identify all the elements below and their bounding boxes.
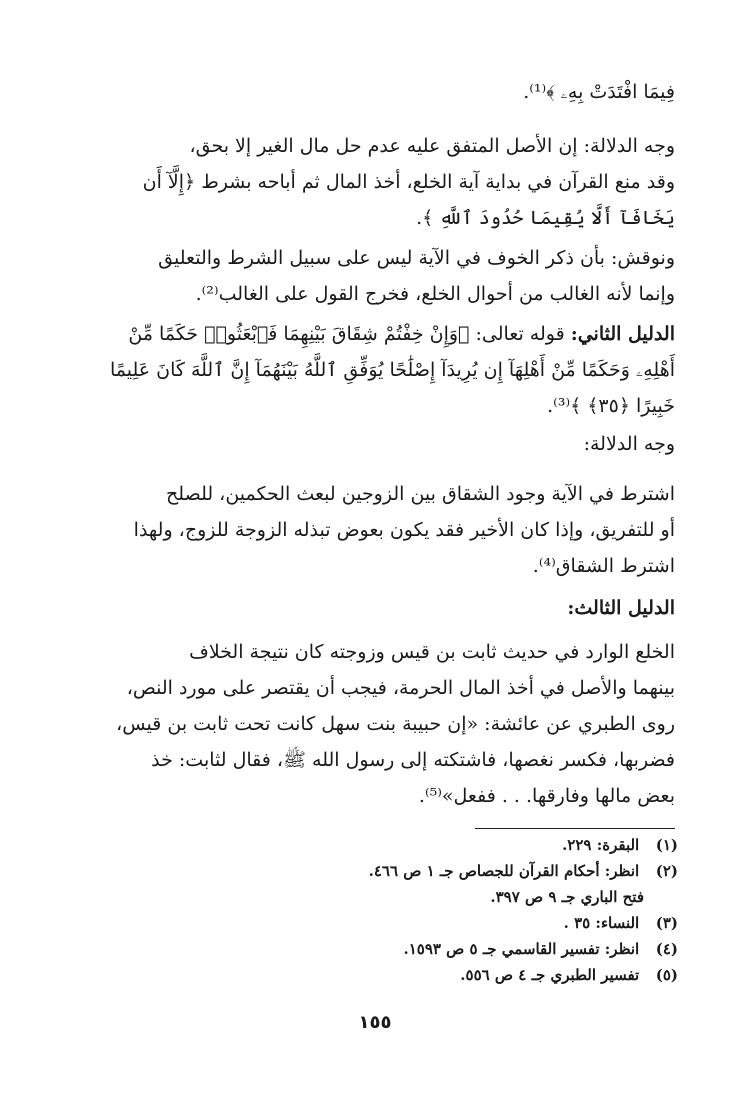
paragraph-line: اشترط الشقاق⁽⁴⁾. bbox=[532, 555, 675, 577]
footnote-separator bbox=[475, 828, 675, 829]
footnote-text: النساء: ٣٥ . bbox=[563, 914, 640, 932]
evidence-explanation-paragraph bbox=[73, 128, 675, 236]
second-evidence-heading: الدليل الثاني: bbox=[570, 323, 675, 345]
footnote-text: فتح الباري جـ ٩ ص ٣٩٧. bbox=[490, 888, 644, 906]
third-evidence-paragraph bbox=[73, 634, 675, 814]
paragraph-line: بعض مالها وفارقها. . . ففعل»⁽⁵⁾. bbox=[418, 785, 675, 807]
footnote-text: انظر: تفسير القاسمي جـ ٥ ص ١٥٩٣. bbox=[403, 940, 640, 958]
verse-ending-line: فِيمَا افْتَدَتْ بِهِۦ ﴾⁽¹⁾. bbox=[523, 81, 675, 103]
page-number: ١٥٥ bbox=[358, 1012, 392, 1033]
verse-ending-paragraph bbox=[73, 74, 675, 110]
paragraph-line: أَهْلِهِۦ وَحَكَمًا مِّنْ أَهْلِهَآ إِن يُرِيدَآ إِصْلَٰحًا يُوَفِّقِ ٱللَّهُ بَيْنَهُمَآ إِنَّ ٱللَّهَ كَانَ عَلِيمًا bbox=[109, 359, 675, 381]
footnote-number: (٣) bbox=[655, 914, 678, 932]
footnote-number: (٢) bbox=[655, 862, 678, 880]
footnote-number: (١) bbox=[655, 836, 678, 854]
third-evidence-heading-block bbox=[73, 590, 675, 626]
footnote-text: البقرة: ٢٢٩. bbox=[562, 836, 640, 854]
footnote-text: تفسير الطبري جـ ٤ ص ٥٥٦. bbox=[460, 966, 640, 984]
footnote-item bbox=[73, 832, 678, 858]
paragraph-line: اشترط في الآية وجود الشقاق بين الزوجين لبعث الحكمين، للصلح bbox=[166, 483, 675, 505]
paragraph-line: أو للتفريق، وإذا كان الأخير فقد يكون بعوض تبذله الزوجة للزوج، ولهذا bbox=[133, 519, 675, 541]
paragraph-line bbox=[73, 316, 675, 352]
paragraph-line: وجه الدلالة: bbox=[583, 433, 675, 455]
paragraph-line: بينهما والأصل في أخذ المال الحرمة، فيجب أن يقتصر على مورد النص، bbox=[126, 677, 675, 699]
footnote-item bbox=[73, 910, 678, 936]
footnote-item bbox=[73, 936, 678, 962]
rebuttal-paragraph bbox=[73, 240, 675, 312]
footnotes bbox=[73, 832, 678, 988]
condition-paragraph bbox=[73, 476, 675, 584]
third-evidence-heading: الدليل الثالث: bbox=[567, 597, 675, 619]
footnote-number: (٤) bbox=[655, 940, 678, 958]
footnote-item bbox=[73, 962, 678, 988]
paragraph-line: فضربها، فكسر نغصها، فاشتكته إلى رسول الله ﷺ، فقال لثابت: خذ bbox=[151, 749, 675, 771]
paragraph-line: الخلع الوارد في حديث ثابت بن قيس وزوجته كان نتيجة الخلاف bbox=[189, 641, 675, 663]
footnote-item bbox=[73, 858, 678, 884]
footnote-text: انظر: أحكام القرآن للجصاص جـ ١ ص ٤٦٦. bbox=[368, 862, 640, 880]
verse-text: قوله تعالى: ﴿وَإِنْ خِفْتُمْ شِقَاقَ بَيْنِهِمَا فَٱبْعَثُوا۟ حَكَمًا مِّنْ bbox=[128, 323, 571, 345]
paragraph-line: وجه الدلالة: إن الأصل المتفق عليه عدم حل مال الغير إلا بحق، bbox=[189, 135, 675, 157]
paragraph-line: يَخَافَآ أَلَّا يُقِيمَا حُدُودَ ٱللَّهِ ﴾. bbox=[416, 207, 675, 229]
paragraph-line: روى الطبري عن عائشة: «إن حبيبة بنت سهل كانت تحت ثابت بن قيس، bbox=[116, 713, 675, 735]
paragraph-line: خَبِيرًا ﴿٣٥﴾ ﴾⁽³⁾. bbox=[547, 395, 675, 417]
paragraph-line: وإنما لأنه الغالب من أحوال الخلع، فخرج القول على الغالب⁽²⁾. bbox=[195, 283, 675, 305]
second-evidence-paragraph bbox=[73, 316, 675, 424]
footnote-item bbox=[73, 884, 678, 910]
paragraph-line: ونوقش: بأن ذكر الخوف في الآية ليس على سبيل الشرط والتعليق bbox=[158, 247, 675, 269]
evidence-explanation-label bbox=[73, 426, 675, 462]
paragraph-line: وقد منع القرآن في بداية آية الخلع، أخذ المال ثم أباحه بشرط ﴿إِلَّآ أَن bbox=[142, 171, 675, 193]
footnote-number: (٥) bbox=[655, 966, 678, 984]
